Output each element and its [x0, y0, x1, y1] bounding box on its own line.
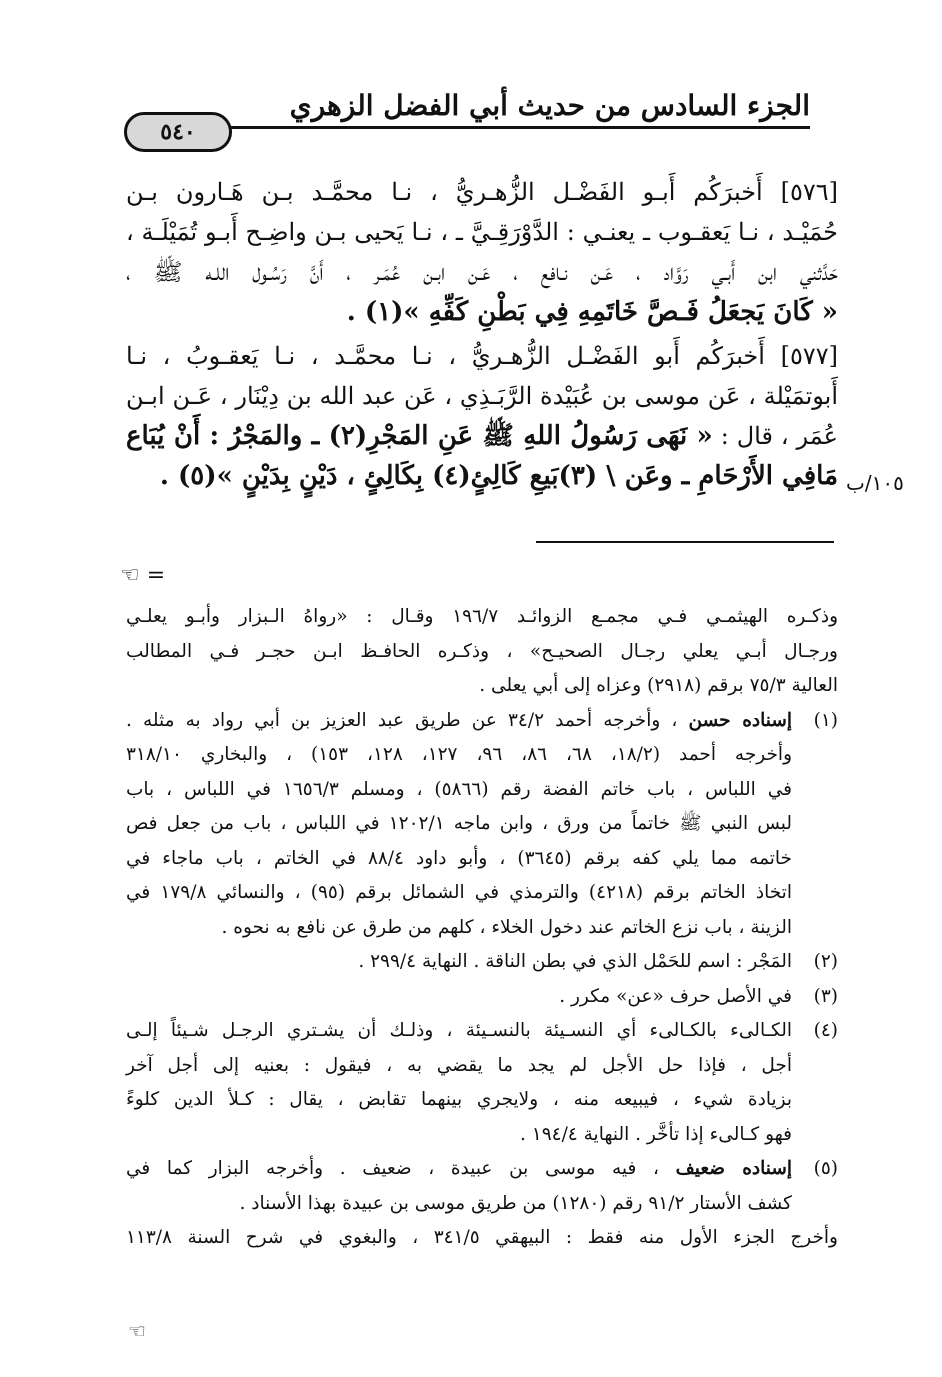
header-rule: [200, 126, 810, 129]
footnote-4-line: أجل ، فإذا حل الأجل لم يجد ما يقضي به ، فيقول : بعنيه إلى أجل آخر: [126, 1054, 792, 1076]
hadith-577-matn-end: مَافِي الأَرْحَامِ ـ وعَن \ (٣)بَيعِ كَالِئٍ(٤) بِكَالِئٍ ، دَيْنٍ بِدَيْنٍ »(٥) .: [159, 461, 838, 491]
footnote-number: (٥): [813, 1158, 838, 1179]
footnote-separator: [536, 541, 834, 543]
footnote-4: (٤)الكـالىء بالكـالىء أي النسـيئة بالنسـيئة ، وذلـك أن يشـتري الرجـل شـيئاً إلـى: [126, 1014, 838, 1049]
footnote-1-line: خاتمه مما يلي كفه برقم (٣٦٤٥) ، وأبو داود ٨٨/٤ في الخاتم ، باب ماجاء في: [126, 847, 792, 869]
hadith-577-matn-start: « نَهَى رَسُولُ اللهِ ﷺ عَنِ المَجْرِ(٢) ـ والمَجْرُ : أَنْ يُبَاع: [126, 421, 713, 451]
hadith-576-line-2: حُمَيْـد ، نـا يَعقـوب ـ يعنـي : الدَّوْرَقِـيَّ ـ ، نـا يَحيى بـن واضِـح أَبـو تُمَيْلَـة ،: [126, 218, 838, 246]
page-number: ٥٤٠: [160, 119, 196, 145]
hadith-577: [126, 336, 838, 496]
footnote-1-line: لبس النبي ﷺ خاتماً من ورق ، وابن ماجه ١٢٠٢/١ في اللباس ، باب من جعل فص: [126, 813, 792, 834]
running-header-title: الجزء السادس من حديث أبي الفضل الزهري: [289, 89, 810, 122]
hadith-576-line-3: حَدَّثني ابن أَبـي رَوَّاد ، عَـن نـافع ، عَـن ابـن عُمَـر ، أَنَّ رَسُـول اللـه ﷺ ،: [126, 258, 838, 286]
hadith-576-line-1: [٥٧٦] أَخبرَكُم أَبـو الفَضْـل الزُّهـريُّ ، نـا محمَّـد بـن هَـارون بـن: [126, 178, 838, 206]
footnote-grade: إسناده حسن: [688, 709, 792, 731]
footnote-number: (٣): [813, 985, 838, 1007]
hadith-577-line-1: [٥٧٧] أَخبرَكُم أَبو الفَضْـل الزُّهـريُّ ، نـا محمَّـد ، نـا يَعقـوبُ ، نـا: [126, 342, 838, 370]
main-text: [126, 172, 838, 496]
footnote-2: (٢)المَجْر : اسم للحَمْل الذي في بطن الناقة . النهاية ٢٩٩/٤ .: [126, 945, 838, 980]
footnote-1-line: الزينة ، باب نزع الخاتم عند دخول الخلاء ، كلهم من طرق عن نافع به نحوه .: [221, 916, 792, 938]
page-number-badge: [124, 112, 232, 152]
continuation-mark: = ☜: [120, 563, 166, 588]
hadith-576: [126, 172, 838, 332]
manuscript-folio-note: ١٠٥/ب: [846, 471, 904, 495]
footnote-number: (٤): [813, 1020, 838, 1041]
footnote-4-line: بزيادة شيء ، فيبيعه منه ، ولايجري بينهما تقابض ، يقال : كـلأ الدين كلوءً: [126, 1089, 792, 1110]
footnote-carryover-line: وذكـره الهيثمـي فـي مجمـع الزوائـد ١٩٦/٧ وقـال : «رواهُ الـبزار وأبـو يعلـي: [126, 606, 838, 627]
footnote-grade: إسناده ضعيف: [675, 1158, 792, 1179]
footnote-4-line: فهو كـالىء إذا تأخَّر . النهاية ١٩٤/٤ .: [520, 1123, 792, 1145]
hadith-576-matn: « كَانَ يَجعَلُ فَـصَّ خَاتَمِهِ فِي بَطْنِ كَفِّهِ »(١) .: [346, 297, 838, 327]
hadith-577-intro: عُمَر ، قال :: [712, 422, 838, 450]
footnote-3: (٣)في الأصل حرف «عن» مكرر .: [126, 980, 838, 1015]
footnote-5-line: كشف الأستار ٩١/٢ رقم (١٢٨٠) من طريق موسى بن عبيدة بهذا الأسناد .: [239, 1192, 792, 1214]
footnote-number: (١): [813, 709, 838, 731]
footnote-carryover-line: ورجـال أبـي يعلي رجـال الصحيـح» ، وذكـره الحافـظ ابـن حجـر فـي المطالب: [126, 640, 838, 662]
footnote-1: (١)إسناده حسن ، وأخرجه أحمد ٣٤/٢ عن طريق عبد العزيز بن أبي رواد به مثله .: [126, 704, 838, 739]
footnote-1-line: في اللباس ، باب خاتم الفضة رقم (٥٨٦٦) ، ومسلم ١٦٥٦/٣ في اللباس ، باب: [126, 778, 792, 800]
footnote-1-line: اتخاذ الخاتم برقم (٤٢١٨) والترمذي في الشمائل برقم (٩٥) ، والنسائي ١٧٩/٨ في: [126, 882, 792, 903]
footnote-1-line: وأخرجه أحمد (١٨/٢، ٦٨، ٨٦، ٩٦، ١٢٧، ١٢٨، ١٥٣) ، والبخاري ٣١٨/١٠: [126, 744, 793, 765]
footnotes: [126, 600, 838, 1256]
continuation-mark-bottom: ☜: [128, 1319, 146, 1343]
footnote-5-line: وأخرج الجزء الأول منه فقط : البيهقي ٣٤١/٥ ، والبغوي في شرح السنة ١١٣/٨: [126, 1227, 838, 1248]
footnote-number: (٢): [813, 951, 838, 972]
hadith-577-line-2: أَبوتمَيْلة ، عَن موسى بن عُبَيْدة الرَّبَـذِي ، عَن عبد الله بن دِيْنَار ، عَـن ابـن: [126, 382, 838, 410]
hadith-577-line-3: [126, 416, 838, 456]
footnote-5: (٥)إسناده ضعيف ، فيه موسى بن عبيدة ، ضعيف . وأخرجه البزار كما في: [126, 1152, 838, 1187]
footnote-carryover-line: العالية ٧٥/٣ برقم (٢٩١٨) وعزاه إلى أبي يعلى .: [479, 675, 838, 696]
